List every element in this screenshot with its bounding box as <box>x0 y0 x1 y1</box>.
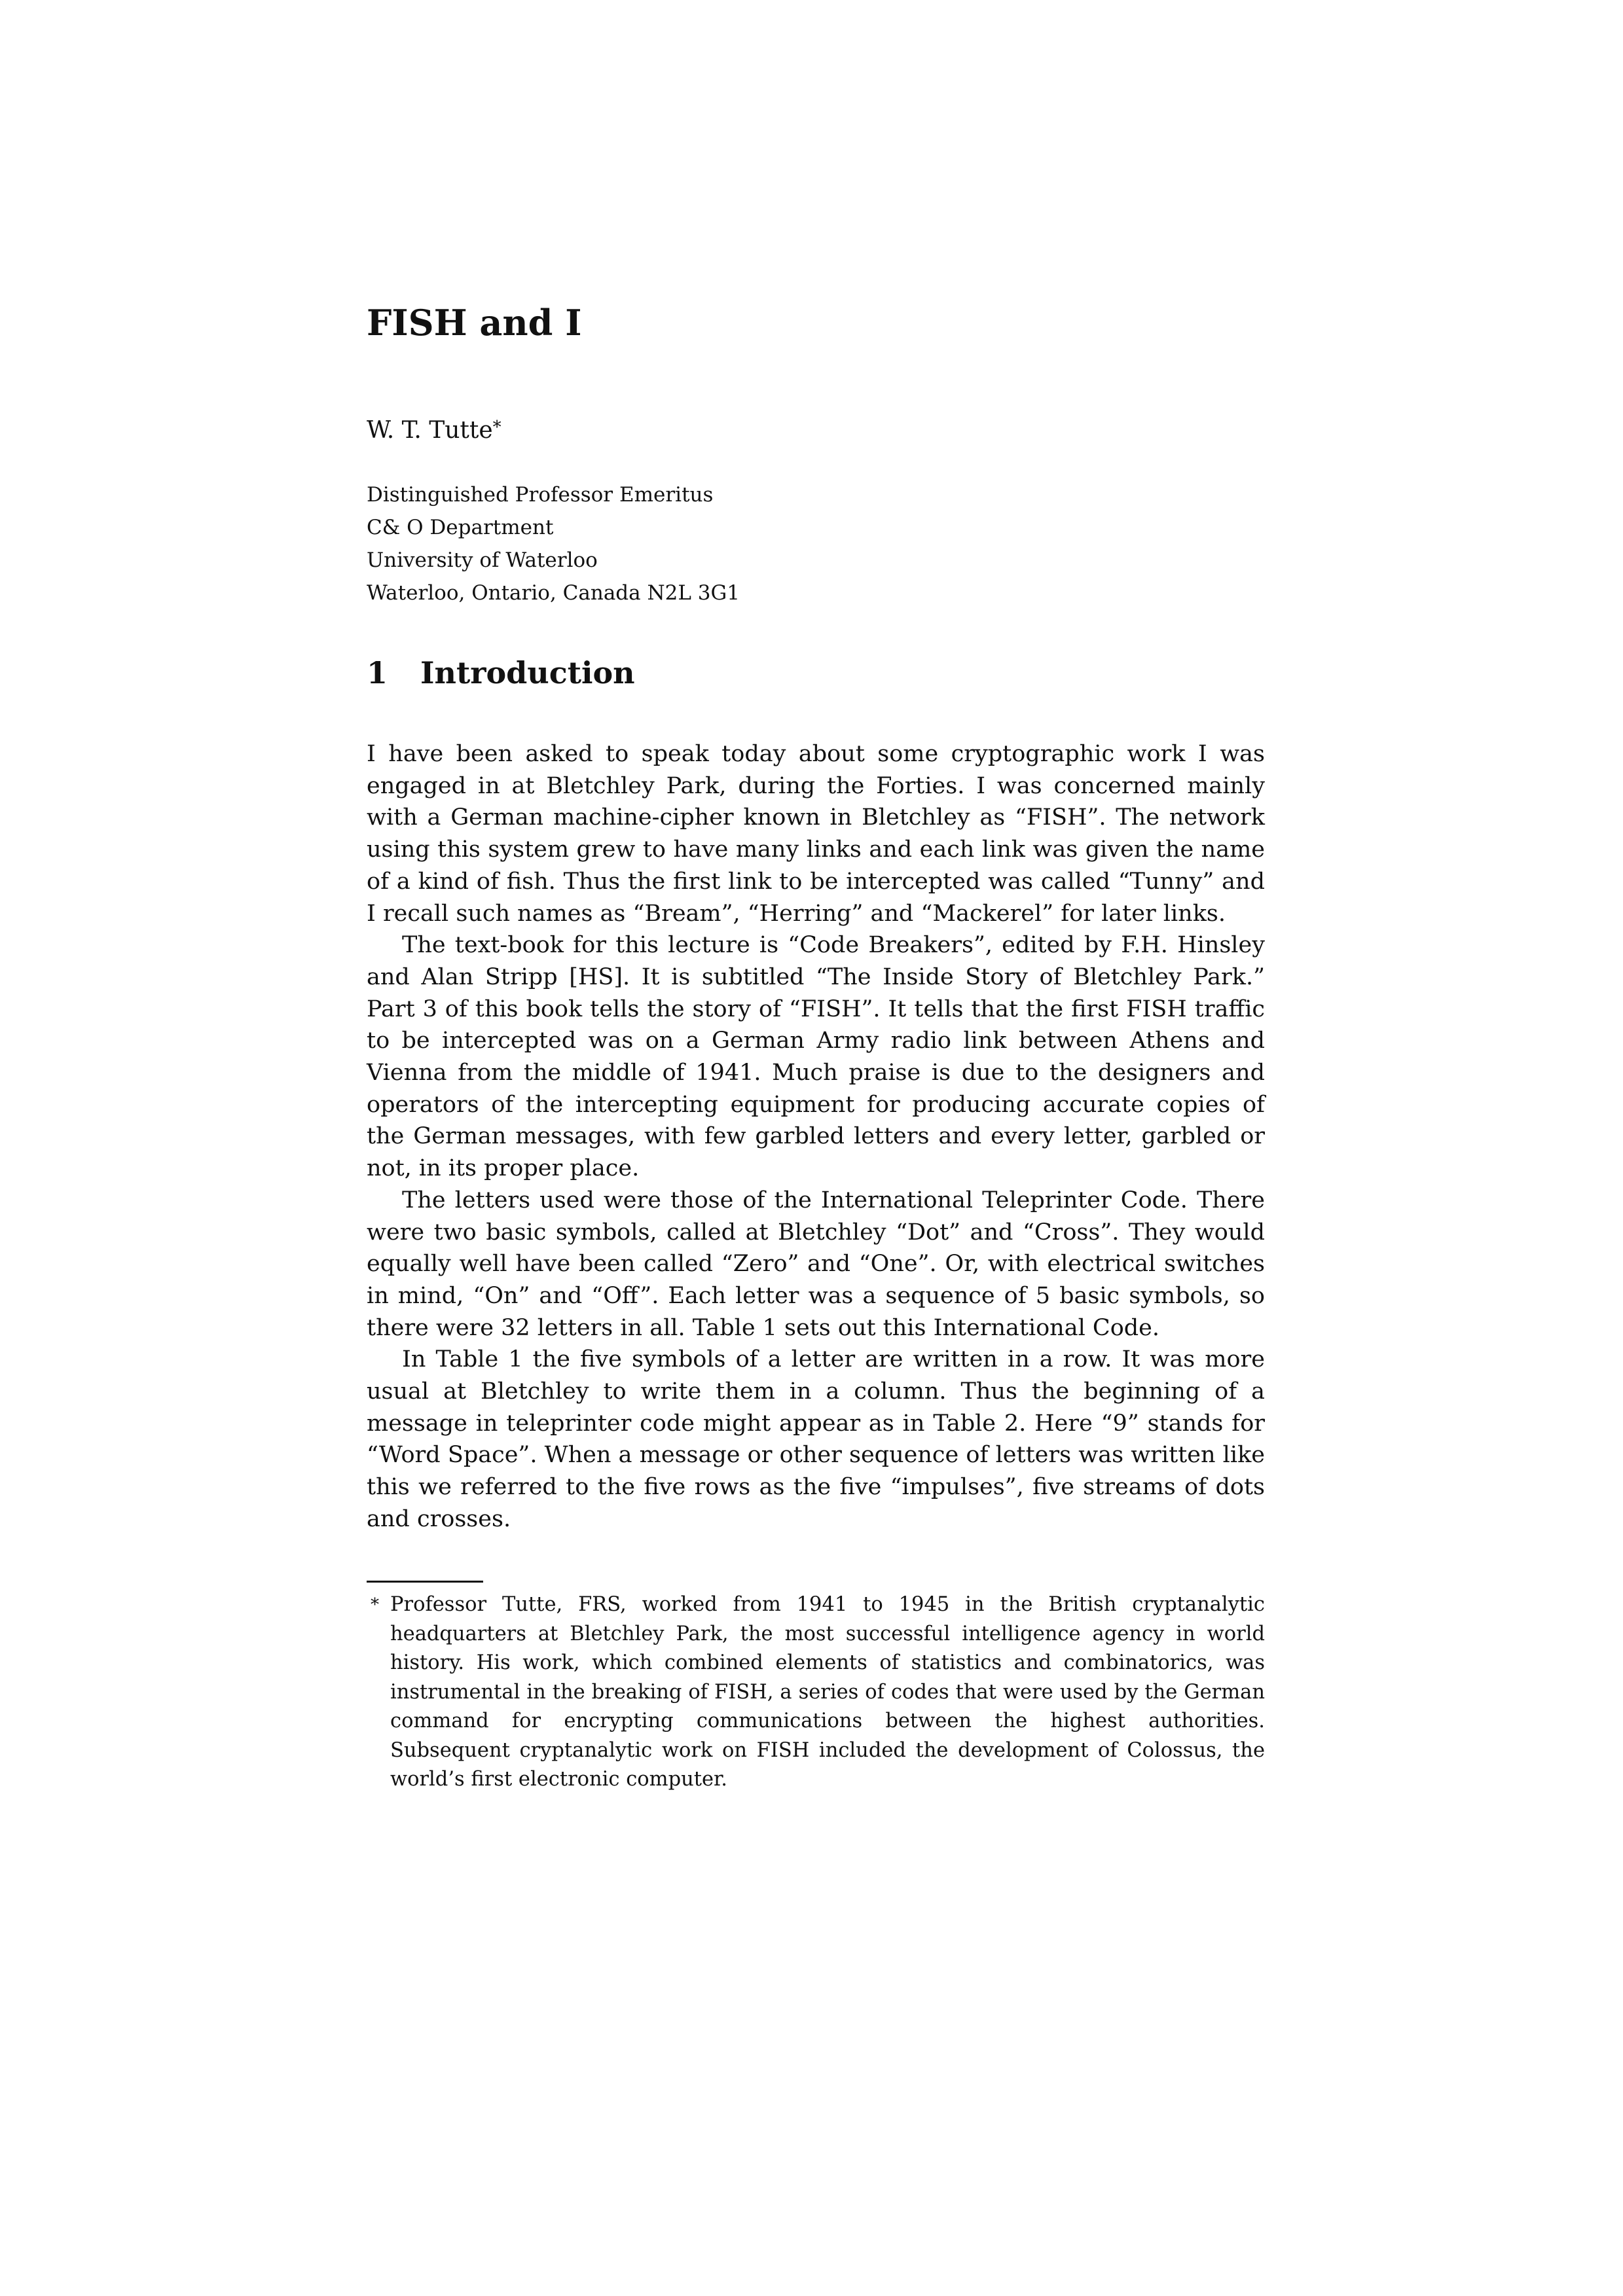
footnote-text: Professor Tutte, FRS, worked from 1941 to 1945 in the British cryptanalytic headquarters at Bletchley Park, the most successful intelligence agency in world history. His work, which combined elements of statistics and combinatorics, was instrumental in the breaking of FISH, a series of codes that were used by the German command for encrypting communications between the highest authorities. Subsequent cryptanalytic work on FISH included the development of Colossus, the world’s first electronic computer. <box>390 1593 1265 1791</box>
footnote-rule <box>367 1581 483 1583</box>
body-paragraph: I have been asked to speak today about some cryptographic work I was engaged in at Bletchley Park, during the Forties. I was concerned mainly with a German machine-cipher known in Bletchley as “FISH”. The network using this system grew to have many links and each link was given the name of a kind of fish. Thus the first link to be intercepted was called “Tunny” and I recall such names as “Bream”, “Herring” and “Mackerel” for later links. <box>367 741 1265 927</box>
author-affiliation <box>367 478 740 609</box>
author-name: W. T. Tutte <box>367 417 493 444</box>
affiliation-line: Waterloo, Ontario, Canada N2L 3G1 <box>367 581 740 605</box>
section-title: Introduction <box>420 655 635 691</box>
author-line <box>367 419 501 442</box>
body-paragraph: In Table 1 the five symbols of a letter are written in a row. It was more usual at Bletchley to write them in a column. Thus the beginning of a message in teleprinter code might appear as in Table 2. Here “9” stands for “Word Space”. When a message or other sequence of letters was written like this we referred to the five rows as the five “impulses”, five streams of dots and crosses. <box>367 1346 1265 1532</box>
body-paragraph: The letters used were those of the International Teleprinter Code. There were two basic symbols, called at Bletchley “Dot” and “Cross”. They would equally well have been called “Zero” and “One”. Or, with electrical switches in mind, “On” and “Off”. Each letter was a sequence of 5 basic symbols, so there were 32 letters in all. Table 1 sets out this International Code. <box>367 1187 1265 1341</box>
footnote-mark: * <box>371 1595 379 1615</box>
affiliation-line: Distinguished Professor Emeritus <box>367 483 714 507</box>
affiliation-line: University of Waterloo <box>367 548 598 572</box>
section-number: 1 <box>367 655 388 691</box>
section-heading <box>367 655 635 691</box>
body-text <box>367 738 1265 1535</box>
footnote <box>367 1590 1265 1795</box>
affiliation-line: C& O Department <box>367 516 554 539</box>
author-footnote-mark: * <box>492 418 501 437</box>
paper-title: FISH and I <box>367 302 582 344</box>
body-paragraph: The text-book for this lecture is “Code Breakers”, edited by F.H. Hinsley and Alan Stripp [HS]. It is subtitled “The Inside Story of Bletchley Park.” Part 3 of this book tells the story of “FISH”. It tells that the first FISH traffic to be intercepted was on a German Army radio link between Athens and Vienna from the middle of 1941. Much praise is due to the designers and operators of the intercepting equipment for producing accurate copies of the German messages, with few garbled letters and every letter, garbled or not, in its proper place. <box>367 932 1265 1182</box>
